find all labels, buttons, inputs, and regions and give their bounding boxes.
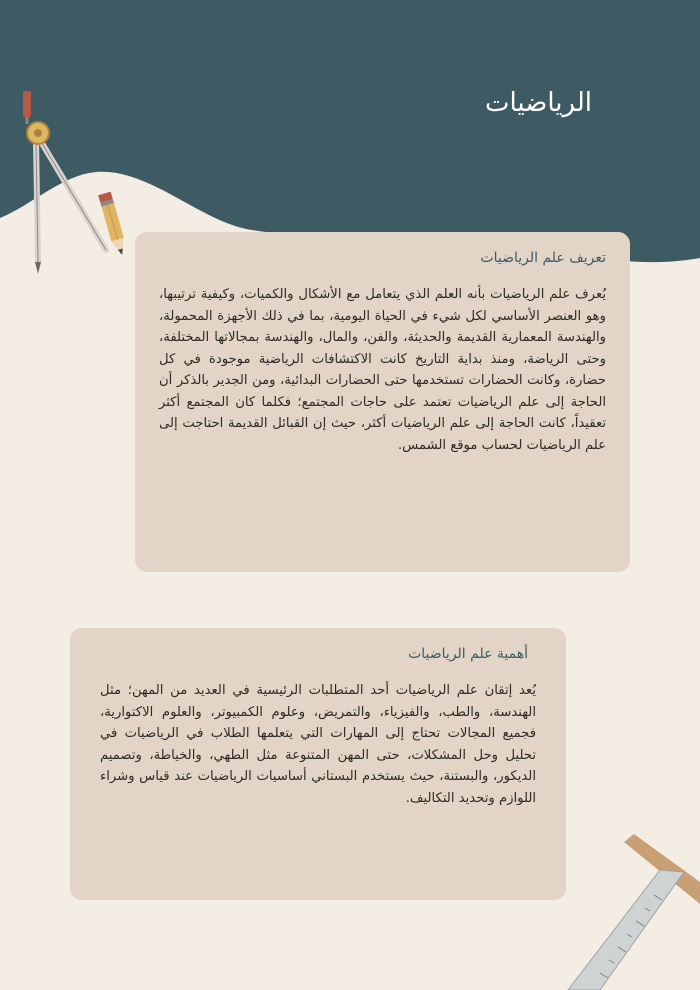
definition-text: يُعرف علم الرياضيات بأنه العلم الذي يتعامل مع الأشكال والكميات، وكيفية ترتيبها، وهو العنصر الأساسي لكل شيء في الحياة اليومية، بما في ذلك الأجهزة المحمولة، والهندسة المعمارية القديمة والحديثة، والفن، والمال، والهندسة بمجالاتها المختلفة، وحتى الرياضة، ومنذ بداية التاريخ كانت الاكتشافات الرياضية موجودة في كل حضارة، وكانت الحضارات تستخدمها حتى الحضارات البدائية، ومن الجدير بالذكر أن الحاجة إلى علم الرياضيات تعتمد على حاجات المجتمع؛ فكلما كان المجتمع أكثر تعقيداً، كانت الحاجة إلى علم الرياضيات أكثر، حيث إن القبائل القديمة احتاجت إلى علم الرياضيات لحساب موقع الشمس.: [159, 287, 606, 453]
importance-card: [70, 628, 566, 900]
page-title: الرياضيات: [485, 88, 592, 118]
importance-text: يُعد إتقان علم الرياضيات أحد المتطلبات الرئيسية في العديد من المهن؛ مثل الهندسة، والطب، والفيزياء، والتمريض، وعلوم الكمبيوتر، والعلوم الاكتوارية، فجميع المجالات تحتاج إلى المهارات التي يتعلمها الطلاب في الرياضيات في تحليل وحل المشكلات، حتى المهن المتنوعة مثل الطهي، والخياطة، وتصميم الديكور، والبستنة، حيث يستخدم البستاني أساسيات الرياضيات عند قياس وشراء اللوازم وتحديد التكاليف.: [100, 683, 536, 806]
ruler-icon: [568, 834, 700, 990]
definition-card: [135, 232, 630, 572]
definition-heading: تعريف علم الرياضيات: [480, 250, 606, 266]
importance-heading: أهمية علم الرياضيات: [408, 646, 528, 662]
header-wave: [0, 0, 700, 262]
